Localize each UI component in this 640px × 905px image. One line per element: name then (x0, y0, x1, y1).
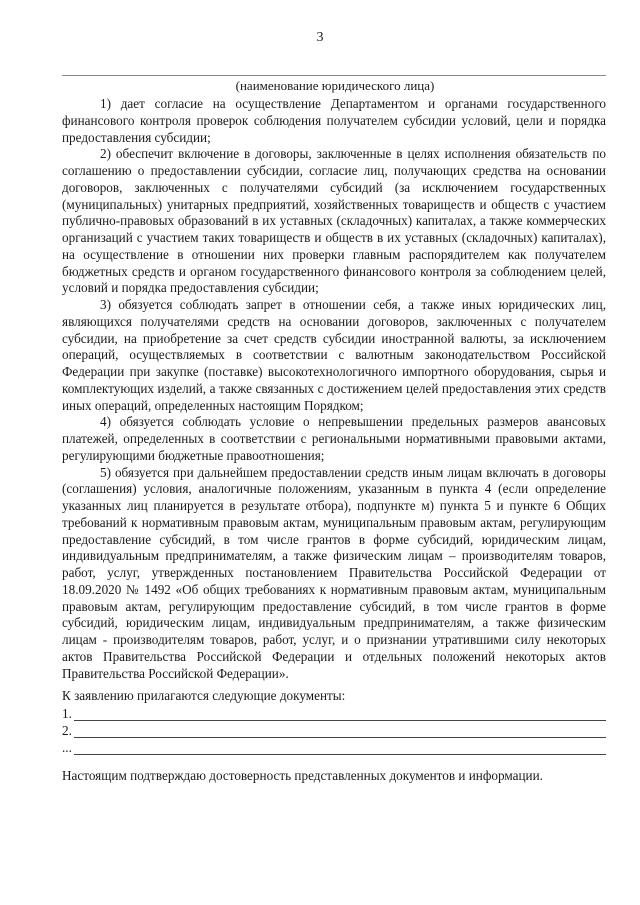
attachment-blank-field[interactable] (74, 707, 606, 721)
attachment-line (62, 706, 606, 723)
page-number: 3 (316, 30, 324, 45)
legal-entity-name-line (62, 75, 606, 76)
attachment-line (62, 740, 606, 757)
legal-entity-name-caption: (наименование юридического лица) (235, 78, 435, 93)
attachments-section (62, 688, 606, 757)
attachment-number: 1. (62, 706, 72, 721)
attachments-title: К заявлению прилагаются следующие документы: (62, 688, 346, 703)
paragraph-contract-inclusion: 2) обеспечит включение в договоры, заключенные в целях исполнения обязательств по соглашению о предоставлении субсидии, согласие лиц, получающих средства на основании договоров, заключенных с получателями субсидий (за исключением государственных (муниципальных) унитарных предприятий, хозяйственных товариществ и обществ с участием публично-правовых образований в их уставных (складочных) капиталах, а также коммерческих организаций с участием таких товариществ и обществ в их уставных (складочных) капиталах), на осуществление в отношении них проверки главным распорядителем как получателем бюджетных средств и органом государственного финансового контроля за соблюдением целей, условий и порядка предоставления субсидии; (62, 146, 606, 296)
paragraph-consent-inspections: 1) дает согласие на осуществление Департаментом и органами государственного финансового контроля проверок соблюдения получателем субсидии условий, цели и порядка предоставления субсидии; (62, 96, 606, 145)
attachment-number: 2. (62, 723, 72, 738)
obligations-section (62, 96, 606, 682)
attachment-blank-field[interactable] (74, 741, 606, 755)
paragraph-further-provision: 5) обязуется при дальнейшем предоставлении средств иным лицам включать в договоры (соглашения) условия, аналогичные положениям, указанным в пункта 4 (если определение указанных лиц планируется в результате отбора), подпункте м) пункта 5 и пункте 6 Общих требований к нормативным правовым актам, муниципальным правовым актам, регулирующим предоставление субсидий, в том числе грантов в форме субсидий, юридическим лицам, индивидуальным предпринимателям, а также физическим лицам – производителям товаров, работ, услуг, утвержденных постановлением Правительства Российской Федерации от 18.09.2020 № 1492 «Об общих требованиях к нормативным правовым актам, муниципальным правовым актам, регулирующим предоставление субсидий, в том числе грантов в форме субсидий, юридическим лицам, индивидуальным предпринимателям, а также физическим лицам - производителям товаров, работ, услуг, и о признании утратившими силу некоторых актов Правительства Российской Федерации и отдельных положений некоторых актов Правительства Российской Федерации». (62, 464, 606, 681)
paragraph-currency-ban: 3) обязуется соблюдать запрет в отношении себя, а также иных юридических лиц, являющихся получателями средств на основании договоров, заключенных с получателем субсидии, на приобретение за счет средств субсидии иностранной валюты, за исключением операций, осуществляемых в соответствии с валютным законодательством Российской Федерации при закупке (поставке) высокотехнологичного импортного оборудования, сырья и комплектующих изделий, а также связанных с достижением целей предоставления этих средств иных операций, определенных настоящим Порядком; (62, 297, 606, 413)
attachment-number: ... (62, 740, 72, 755)
confirmation-statement: Настоящим подтверждаю достоверность представленных документов и информации. (62, 768, 543, 783)
attachment-line (62, 723, 606, 740)
paragraph-advance-payments: 4) обязуется соблюдать условие о непревышении предельных размеров авансовых платежей, определенных в соответствии с региональными нормативными правовыми актами, регулирующими бюджетные правоотношения; (62, 414, 606, 463)
attachment-blank-field[interactable] (74, 724, 606, 738)
